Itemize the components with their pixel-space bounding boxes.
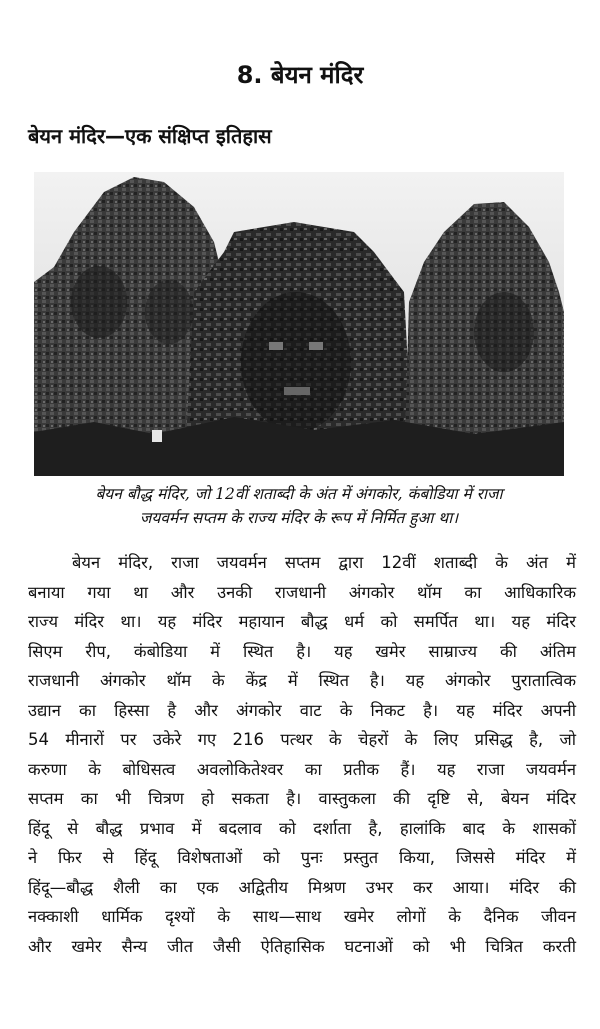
paragraph-line: राजधानी अंगकोर थॉम के केंद्र में स्थित है। यह अंगकोर पुरातात्विक <box>28 671 576 690</box>
paragraph-line: करुणा के बोधिसत्व अवलोकितेश्वर का प्रतीक हैं। यह राजा जयवर्मन <box>28 759 576 779</box>
paragraph-line: ने फिर से हिंदू विशेषताओं को पुनः प्रस्तुत किया, जिससे मंदिर में <box>28 848 576 867</box>
paragraph-line: उद्यान का हिस्सा है और अंगकोर वाट के निकट है। यह मंदिर अपनी <box>28 700 576 720</box>
paragraph-line: राज्य मंदिर था। यह मंदिर महायान बौद्ध धर्म को समर्पित था। यह मंदिर <box>28 612 576 631</box>
paragraph-line: सप्तम का भी चित्रण हो सकता है। वास्तुकला की दृष्टि से, बेयन मंदिर <box>28 789 576 808</box>
paragraph-line: बेयन मंदिर, राजा जयवर्मन सप्तम द्वारा 12वीं शताब्दी के अंत में <box>72 553 576 572</box>
chapter-title: 8. बेयन मंदिर <box>236 61 364 89</box>
paragraph-line: सिएम रीप, कंबोडिया में स्थित है। यह खमेर साम्राज्य की अंतिम <box>28 641 576 661</box>
section-heading: बेयन मंदिर—एक संक्षिप्त इतिहास <box>28 124 272 148</box>
caption-line: बेयन बौद्ध मंदिर, जो 12वीं शताब्दी के अंत में अंगकोर, कंबोडिया में राजा <box>95 485 503 503</box>
paragraph-line: हिंदू से बौद्ध प्रभाव में बदलाव को दर्शाता है, हालांकि बाद के शासकों <box>28 818 576 838</box>
paragraph-line: 54 मीनारों पर उकेरे गए 216 पत्थर के चेहरों के लिए प्रसिद्ध है, जो <box>28 730 576 749</box>
photo-caption <box>34 482 564 530</box>
caption-line: जयवर्मन सप्तम के राज्य मंदिर के रूप में निर्मित हुआ था। <box>139 509 459 527</box>
temple-photo <box>34 172 564 476</box>
body-paragraph <box>28 548 576 961</box>
paragraph-line: नक्काशी धार्मिक दृश्यों के साथ—साथ खमेर लोगों के दैनिक जीवन <box>28 907 576 926</box>
temple-photo-illustration <box>34 172 564 476</box>
paragraph-line: हिंदू—बौद्ध शैली का एक अद्वितीय मिश्रण उभर कर आया। मंदिर की <box>28 877 576 897</box>
paragraph-line: और खमेर सैन्य जीत जैसी ऐतिहासिक घटनाओं को भी चित्रित करती <box>28 936 576 956</box>
paragraph-line: बनाया गया था और उनकी राजधानी अंगकोर थॉम का आधिकारिक <box>28 582 576 602</box>
